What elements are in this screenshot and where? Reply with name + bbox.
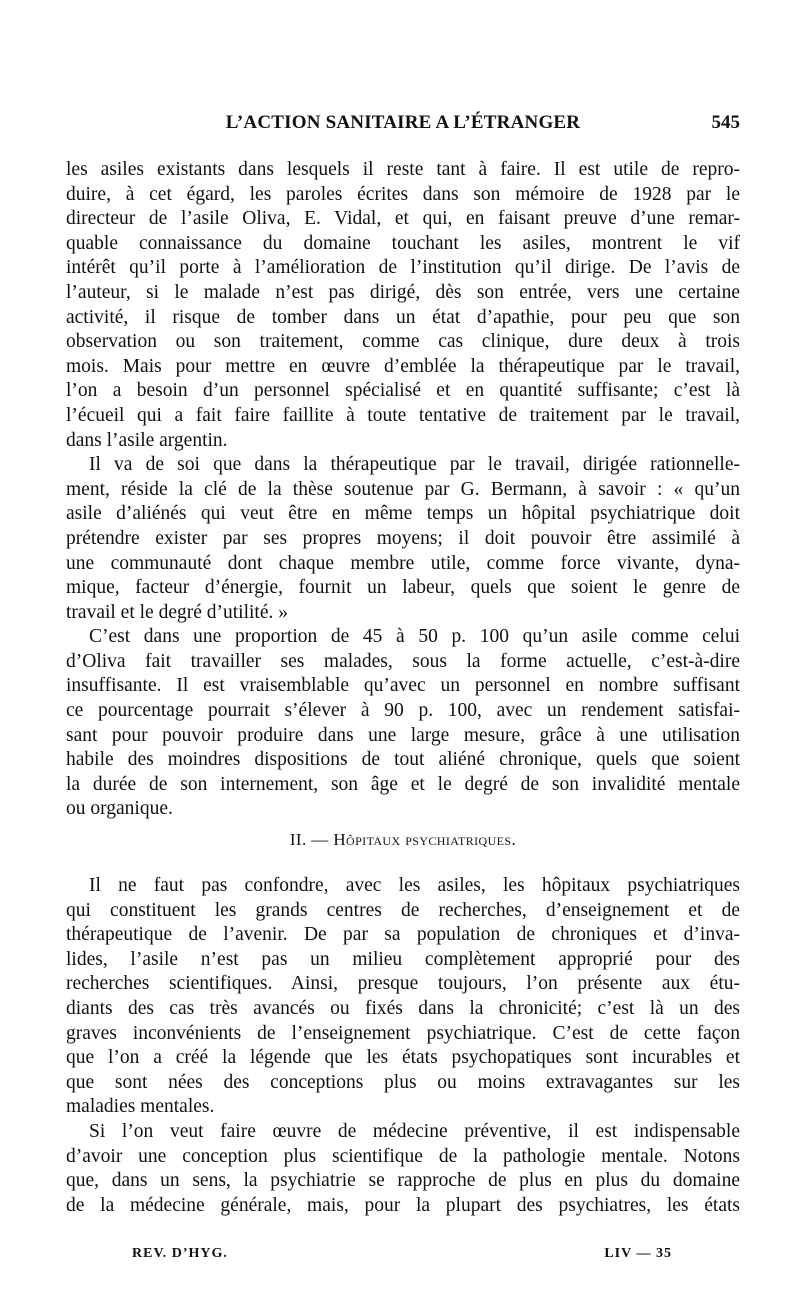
text-line: graves inconvénients de l’enseignement psychiatrique. C’est de cette façon — [66, 1022, 740, 1044]
text-line: une communauté dont chaque membre utile, comme force vivante, dyna- — [66, 552, 740, 574]
text-line: l’écueil qui a fait faire faillite à toute tentative de traitement par le travail, — [66, 404, 740, 426]
text-line: directeur de l’asile Oliva, E. Vidal, et qui, en faisant preuve d’une remar- — [66, 208, 740, 230]
body-text-section-2 — [66, 874, 740, 1218]
running-header — [66, 112, 740, 142]
text-line: mois. Mais pour mettre en œuvre d’emblée la thérapeutique par le travail, — [66, 355, 740, 377]
page-footer — [132, 1246, 672, 1270]
text-line: Si l’on veut faire œuvre de médecine préventive, il est indispensable — [89, 1120, 740, 1142]
text-line: ou organique. — [66, 798, 173, 820]
text-line: les asiles existants dans lesquels il reste tant à faire. Il est utile de repro- — [66, 159, 740, 180]
text-line: maladies mentales. — [66, 1096, 215, 1118]
text-line: duire, à cet égard, les paroles écrites dans son mémoire de 1928 par le — [66, 183, 740, 205]
section-heading — [66, 830, 740, 858]
text-line: d’Oliva fait travailler ses malades, sous la forme actuelle, c’est-à-dire — [66, 650, 740, 672]
text-line: travail et le degré d’utilité. » — [66, 601, 288, 623]
text-line: recherches scientifiques. Ainsi, presque toujours, l’on présente aux étu- — [66, 973, 740, 995]
text-line: insuffisante. Il est vraisemblable qu’avec un personnel en nombre suffisant — [66, 675, 740, 697]
text-line: la durée de son internement, son âge et le degré de son invalidité mentale — [66, 773, 740, 795]
text-line: quable connaissance du domaine touchant les asiles, montrent le vif — [66, 232, 740, 254]
text-line: que, dans un sens, la psychiatrie se rapproche de plus en plus du domaine — [66, 1170, 740, 1192]
text-line: dans l’asile argentin. — [66, 429, 228, 451]
signature-mark: LIV — 35 — [604, 1246, 672, 1261]
text-line: observation ou son traitement, comme cas clinique, dure deux à trois — [66, 331, 740, 353]
page-number: 545 — [711, 112, 740, 133]
text-line: ment, réside la clé de la thèse soutenue par G. Bermann, à savoir : « qu’un — [66, 478, 740, 500]
text-line: d’avoir une conception plus scientifique de la pathologie mentale. Notons — [66, 1145, 740, 1167]
text-line: asile d’aliénés qui veut être en même temps un hôpital psychiatrique doit — [66, 503, 740, 525]
journal-abbreviation: REV. D’HYG. — [132, 1246, 228, 1261]
text-line: habile des moindres dispositions de tout aliéné chronique, quels que soient — [66, 749, 740, 771]
text-line: mique, facteur d’énergie, fournit un labeur, quels que soient le genre de — [66, 577, 740, 599]
text-line: qui constituent les grands centres de recherches, d’enseignement et de — [66, 899, 740, 921]
section-number: II. — — [289, 830, 329, 849]
text-line: diants des cas très avancés ou fixés dans la chronicité; c’est là un des — [66, 997, 740, 1019]
text-line: Il ne faut pas confondre, avec les asiles, les hôpitaux psychiatriques — [89, 875, 740, 896]
text-line: l’on a besoin d’un personnel spécialisé et en quantité suffisante; c’est là — [66, 380, 740, 402]
body-text-section-1 — [66, 158, 740, 822]
text-line: que l’on a créé la légende que les états psychopatiques sont incurables et — [66, 1047, 740, 1069]
text-line: prétendre exister par ses propres moyens; il doit pouvoir être assimilé à — [66, 527, 740, 549]
text-line: C’est dans une proportion de 45 à 50 p. 100 qu’un asile comme celui — [89, 626, 740, 648]
text-line: de la médecine générale, mais, pour la plupart des psychiatres, les états — [66, 1194, 740, 1216]
text-line: l’auteur, si le malade n’est pas dirigé, dès son entrée, vers une certaine — [66, 281, 740, 303]
text-line: Il va de soi que dans la thérapeutique par le travail, dirigée rationnelle- — [89, 454, 740, 476]
running-title: L’ACTION SANITAIRE A L’ÉTRANGER — [225, 112, 581, 133]
text-line: ce pourcentage pourrait s’élever à 90 p. 100, avec un rendement satisfai- — [66, 700, 740, 722]
text-line: que sont nées des conceptions plus ou moins extravagantes sur les — [66, 1071, 740, 1093]
text-line: intérêt qu’il porte à l’amélioration de l’institution qu’il dirige. De l’avis de — [66, 257, 740, 279]
text-line: thérapeutique de l’avenir. De par sa population de chroniques et d’inva- — [66, 924, 740, 946]
text-line: lides, l’asile n’est pas un milieu complètement approprié pour des — [66, 948, 740, 970]
section-title: Hôpitaux psychiatriques. — [333, 830, 517, 849]
text-line: sant pour pouvoir produire dans une large mesure, grâce à une utilisation — [66, 724, 740, 746]
text-line: activité, il risque de tomber dans un état d’apathie, pour peu que son — [66, 306, 740, 328]
